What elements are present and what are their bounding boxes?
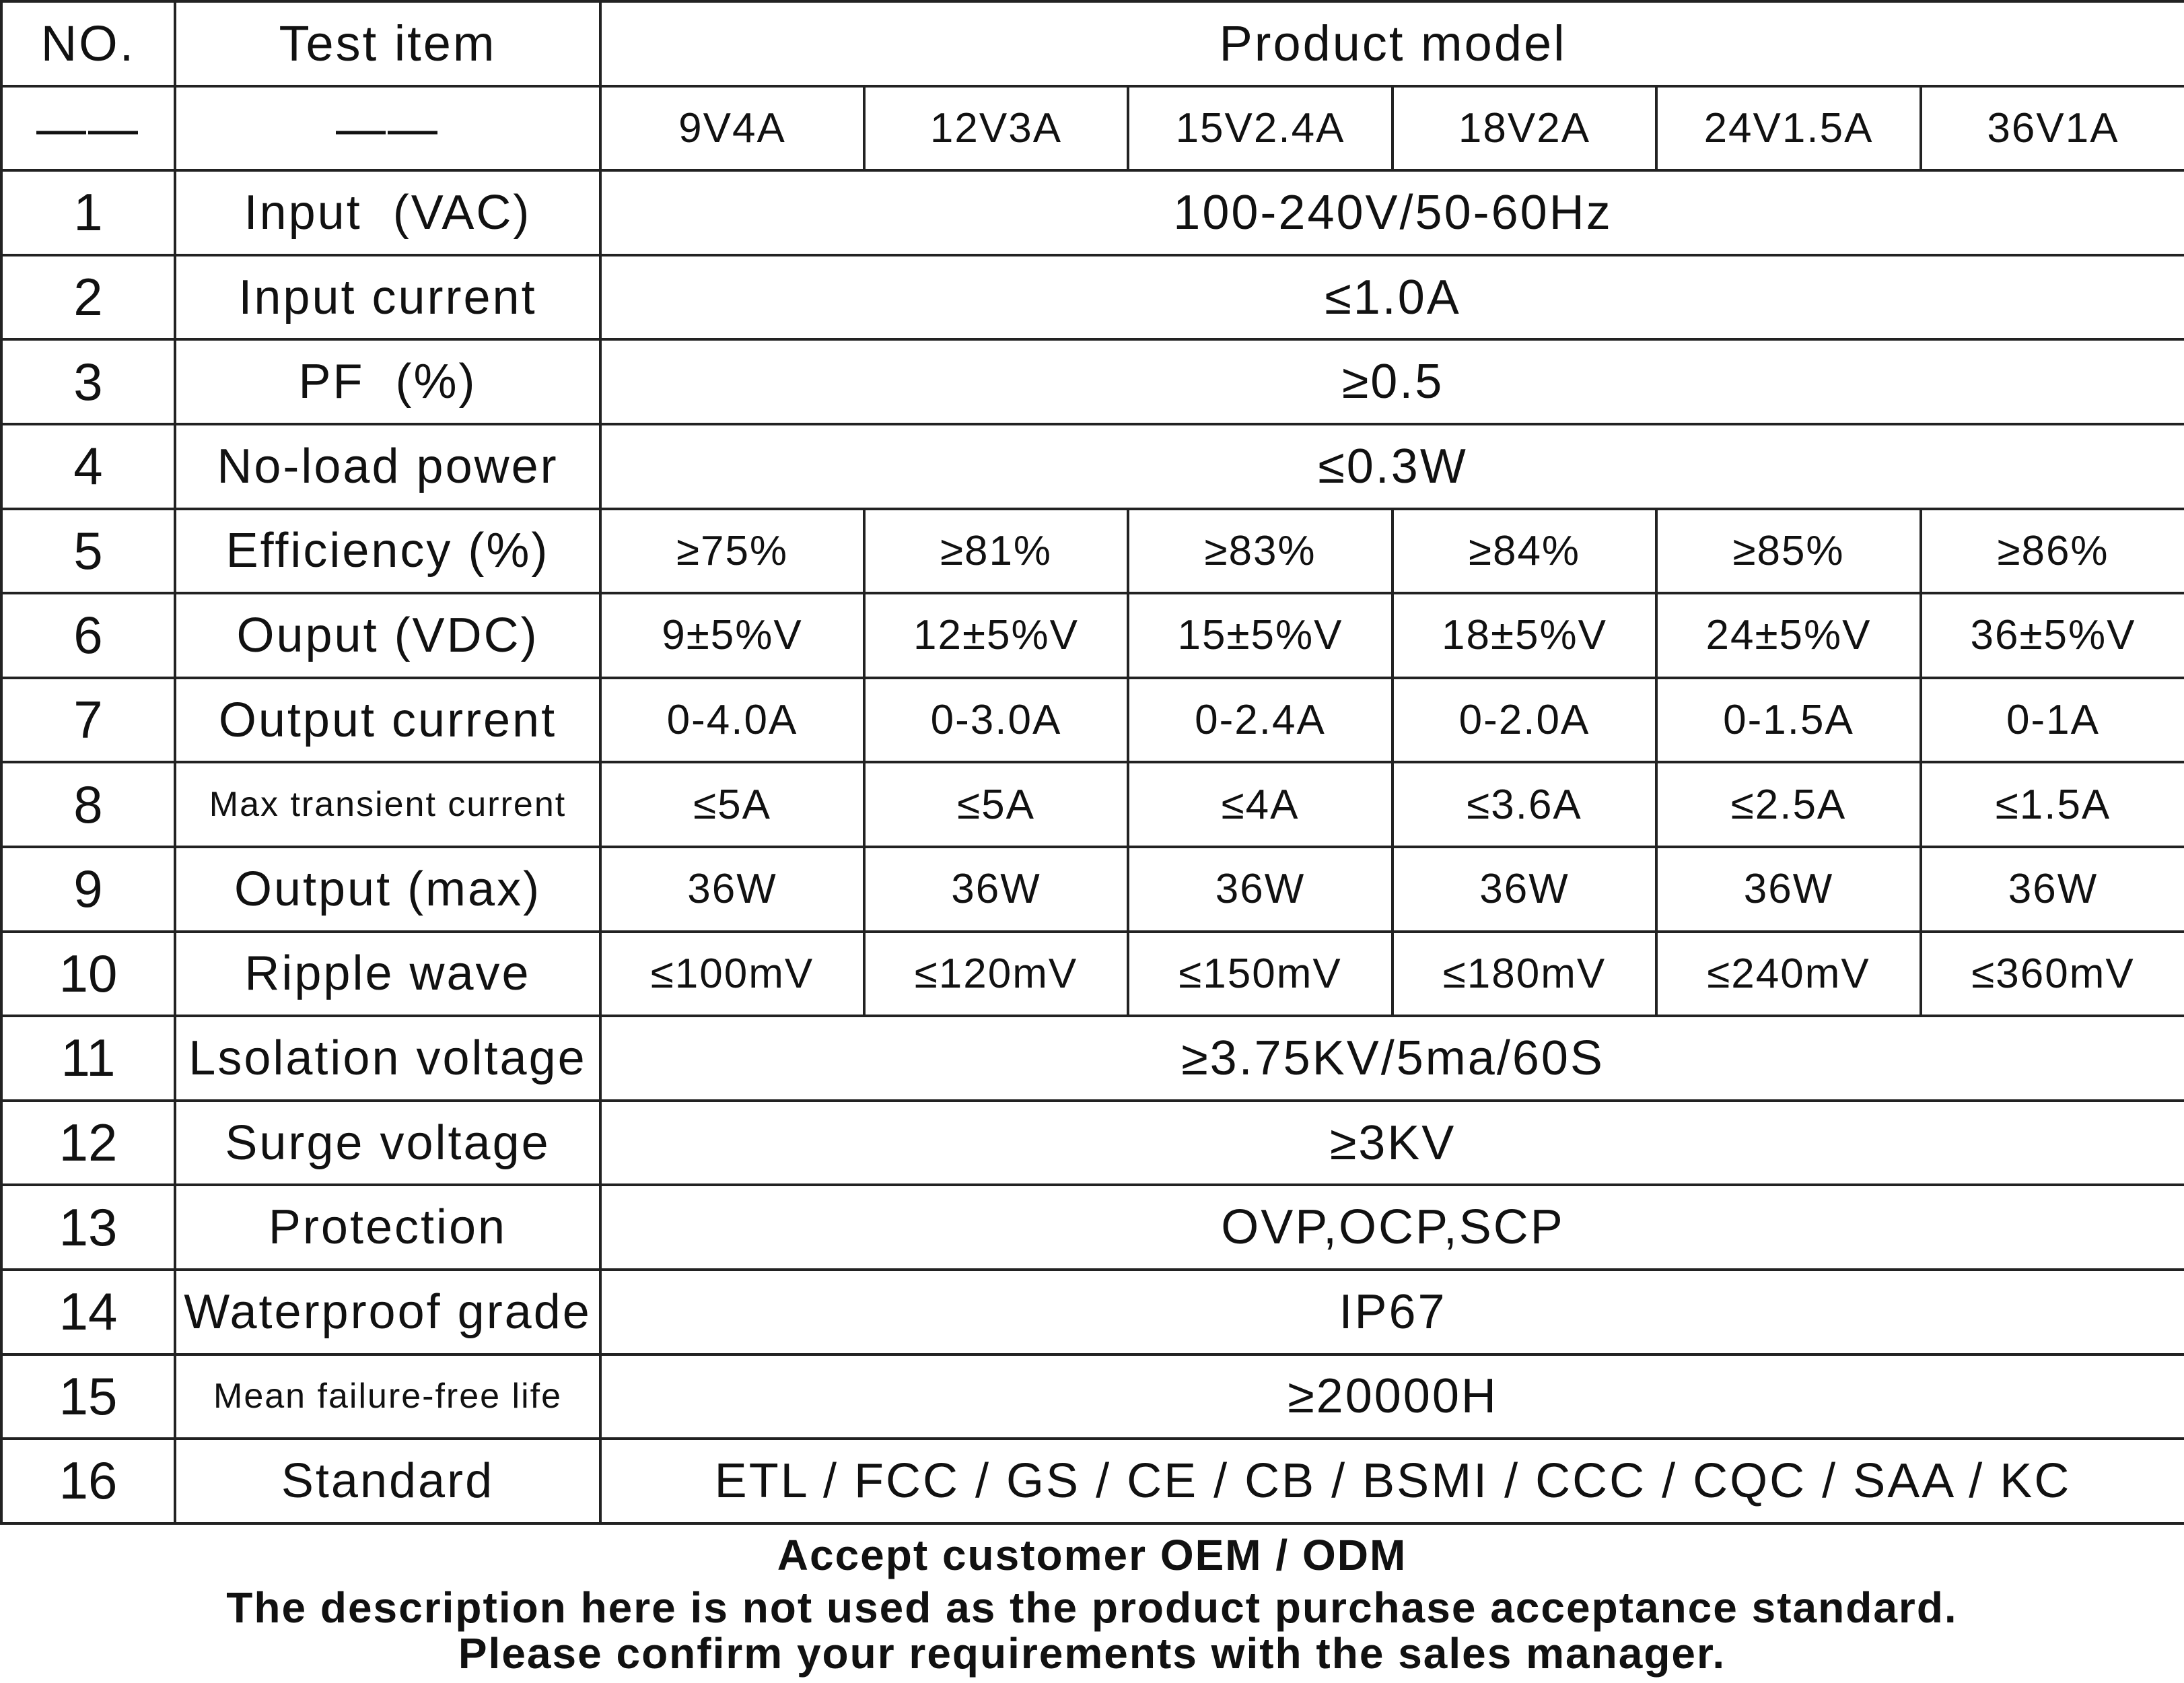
model-value-cell: ≤5A <box>864 762 1128 847</box>
model-24v1-5a: 24V1.5A <box>1656 86 1921 171</box>
test-item-label: Efficiency (%) <box>175 509 600 594</box>
model-value-cell: ≤240mV <box>1656 932 1921 1017</box>
spec-row <box>1 847 2184 932</box>
disclaimer-note: The description here is not used as the product purchase acceptance standard. <box>226 1583 1958 1632</box>
model-row-dash-no: —— <box>1 86 175 171</box>
row-number: 3 <box>1 339 175 424</box>
model-value-cell: 36W <box>1921 847 2184 932</box>
model-value-cell: 36W <box>864 847 1128 932</box>
shared-value-cell: ≥0.5 <box>600 339 2184 424</box>
test-item-label: Input current <box>175 255 600 340</box>
row-number: 4 <box>1 424 175 509</box>
model-12v3a: 12V3A <box>864 86 1128 171</box>
model-value-cell: 0-2.0A <box>1393 678 1656 763</box>
model-value-cell: 0-2.4A <box>1128 678 1393 763</box>
test-item-label: Output (max) <box>175 847 600 932</box>
row-number: 11 <box>1 1016 175 1101</box>
test-item-label: Standard <box>175 1439 600 1523</box>
confirm-note: Please confirm your requirements with the sales manager. <box>458 1629 1726 1678</box>
model-value-cell: ≤100mV <box>600 932 864 1017</box>
test-item-label: Max transient current <box>175 762 600 847</box>
spec-row <box>1 1354 2184 1439</box>
row-number: 10 <box>1 932 175 1017</box>
spec-row <box>1 678 2184 763</box>
model-15v2-4a: 15V2.4A <box>1128 86 1393 171</box>
spec-row <box>1 1439 2184 1523</box>
model-18v2a: 18V2A <box>1393 86 1656 171</box>
row-number: 12 <box>1 1101 175 1186</box>
test-item-label: PF (%) <box>175 339 600 424</box>
shared-value-cell: ≥3.75KV/5ma/60S <box>600 1016 2184 1101</box>
shared-value-cell: ≥3KV <box>600 1101 2184 1186</box>
spec-row <box>1 424 2184 509</box>
spec-row <box>1 1185 2184 1270</box>
spec-row <box>1 339 2184 424</box>
shared-value-cell: ≤1.0A <box>600 255 2184 340</box>
model-value-cell: ≤180mV <box>1393 932 1656 1017</box>
model-value-cell: 15±5%V <box>1128 593 1393 678</box>
spec-row <box>1 170 2184 255</box>
test-item-label: Protection <box>175 1185 600 1270</box>
model-value-cell: ≤150mV <box>1128 932 1393 1017</box>
header-no: NO. <box>1 1 175 86</box>
model-value-cell: ≤1.5A <box>1921 762 2184 847</box>
test-item-label: Output current <box>175 678 600 763</box>
model-row <box>1 86 2184 171</box>
model-value-cell: ≥85% <box>1656 509 1921 594</box>
shared-value-cell: OVP,OCP,SCP <box>600 1185 2184 1270</box>
model-value-cell: 0-4.0A <box>600 678 864 763</box>
model-value-cell: ≥84% <box>1393 509 1656 594</box>
model-value-cell: 0-1A <box>1921 678 2184 763</box>
model-value-cell: 36W <box>1128 847 1393 932</box>
model-value-cell: ≤3.6A <box>1393 762 1656 847</box>
model-value-cell: ≤360mV <box>1921 932 2184 1017</box>
model-value-cell: ≤5A <box>600 762 864 847</box>
row-number: 2 <box>1 255 175 340</box>
model-value-cell: ≤120mV <box>864 932 1128 1017</box>
model-value-cell: ≤2.5A <box>1656 762 1921 847</box>
row-number: 16 <box>1 1439 175 1523</box>
model-value-cell: ≥83% <box>1128 509 1393 594</box>
row-number: 15 <box>1 1354 175 1439</box>
test-item-label: Ripple wave <box>175 932 600 1017</box>
model-value-cell: 18±5%V <box>1393 593 1656 678</box>
test-item-label: Ouput (VDC) <box>175 593 600 678</box>
spec-row <box>1 1016 2184 1101</box>
test-item-label: Surge voltage <box>175 1101 600 1186</box>
header-product-model: Product model <box>600 1 2184 86</box>
shared-value-cell: IP67 <box>600 1270 2184 1354</box>
model-value-cell: 0-3.0A <box>864 678 1128 763</box>
spec-row <box>1 255 2184 340</box>
header-row <box>1 1 2184 86</box>
spec-row <box>1 932 2184 1017</box>
row-number: 14 <box>1 1270 175 1354</box>
shared-value-cell: ≥20000H <box>600 1354 2184 1439</box>
row-number: 7 <box>1 678 175 763</box>
oem-odm-note: Accept customer OEM / ODM <box>777 1531 1407 1579</box>
model-value-cell: 36±5%V <box>1921 593 2184 678</box>
footer-notes <box>0 1527 2184 1678</box>
shared-value-cell: 100-240V/50-60Hz <box>600 170 2184 255</box>
model-value-cell: ≤4A <box>1128 762 1393 847</box>
model-value-cell: ≥81% <box>864 509 1128 594</box>
model-9v4a: 9V4A <box>600 86 864 171</box>
row-number: 8 <box>1 762 175 847</box>
test-item-label: Waterproof grade <box>175 1270 600 1354</box>
row-number: 6 <box>1 593 175 678</box>
test-item-label: No-load power <box>175 424 600 509</box>
row-number: 5 <box>1 509 175 594</box>
test-item-label: Mean failure-free life <box>175 1354 600 1439</box>
header-test-item: Test item <box>175 1 600 86</box>
row-number: 13 <box>1 1185 175 1270</box>
shared-value-cell: ETL / FCC / GS / CE / CB / BSMI / CCC / CQC / SAA / KC <box>600 1439 2184 1523</box>
model-value-cell: 36W <box>1656 847 1921 932</box>
test-item-label: Input (VAC) <box>175 170 600 255</box>
spec-row <box>1 593 2184 678</box>
spec-row <box>1 762 2184 847</box>
row-number: 1 <box>1 170 175 255</box>
spec-row <box>1 509 2184 594</box>
row-number: 9 <box>1 847 175 932</box>
model-row-dash-item: —— <box>175 86 600 171</box>
model-value-cell: 9±5%V <box>600 593 864 678</box>
model-value-cell: ≥75% <box>600 509 864 594</box>
test-item-label: Lsolation voltage <box>175 1016 600 1101</box>
model-36v1a: 36V1A <box>1921 86 2184 171</box>
model-value-cell: 24±5%V <box>1656 593 1921 678</box>
model-value-cell: 36W <box>600 847 864 932</box>
spec-row <box>1 1101 2184 1186</box>
spec-row <box>1 1270 2184 1354</box>
model-value-cell: 0-1.5A <box>1656 678 1921 763</box>
shared-value-cell: ≤0.3W <box>600 424 2184 509</box>
model-value-cell: 36W <box>1393 847 1656 932</box>
model-value-cell: 12±5%V <box>864 593 1128 678</box>
spec-table-body <box>1 1 2184 1523</box>
model-value-cell: ≥86% <box>1921 509 2184 594</box>
